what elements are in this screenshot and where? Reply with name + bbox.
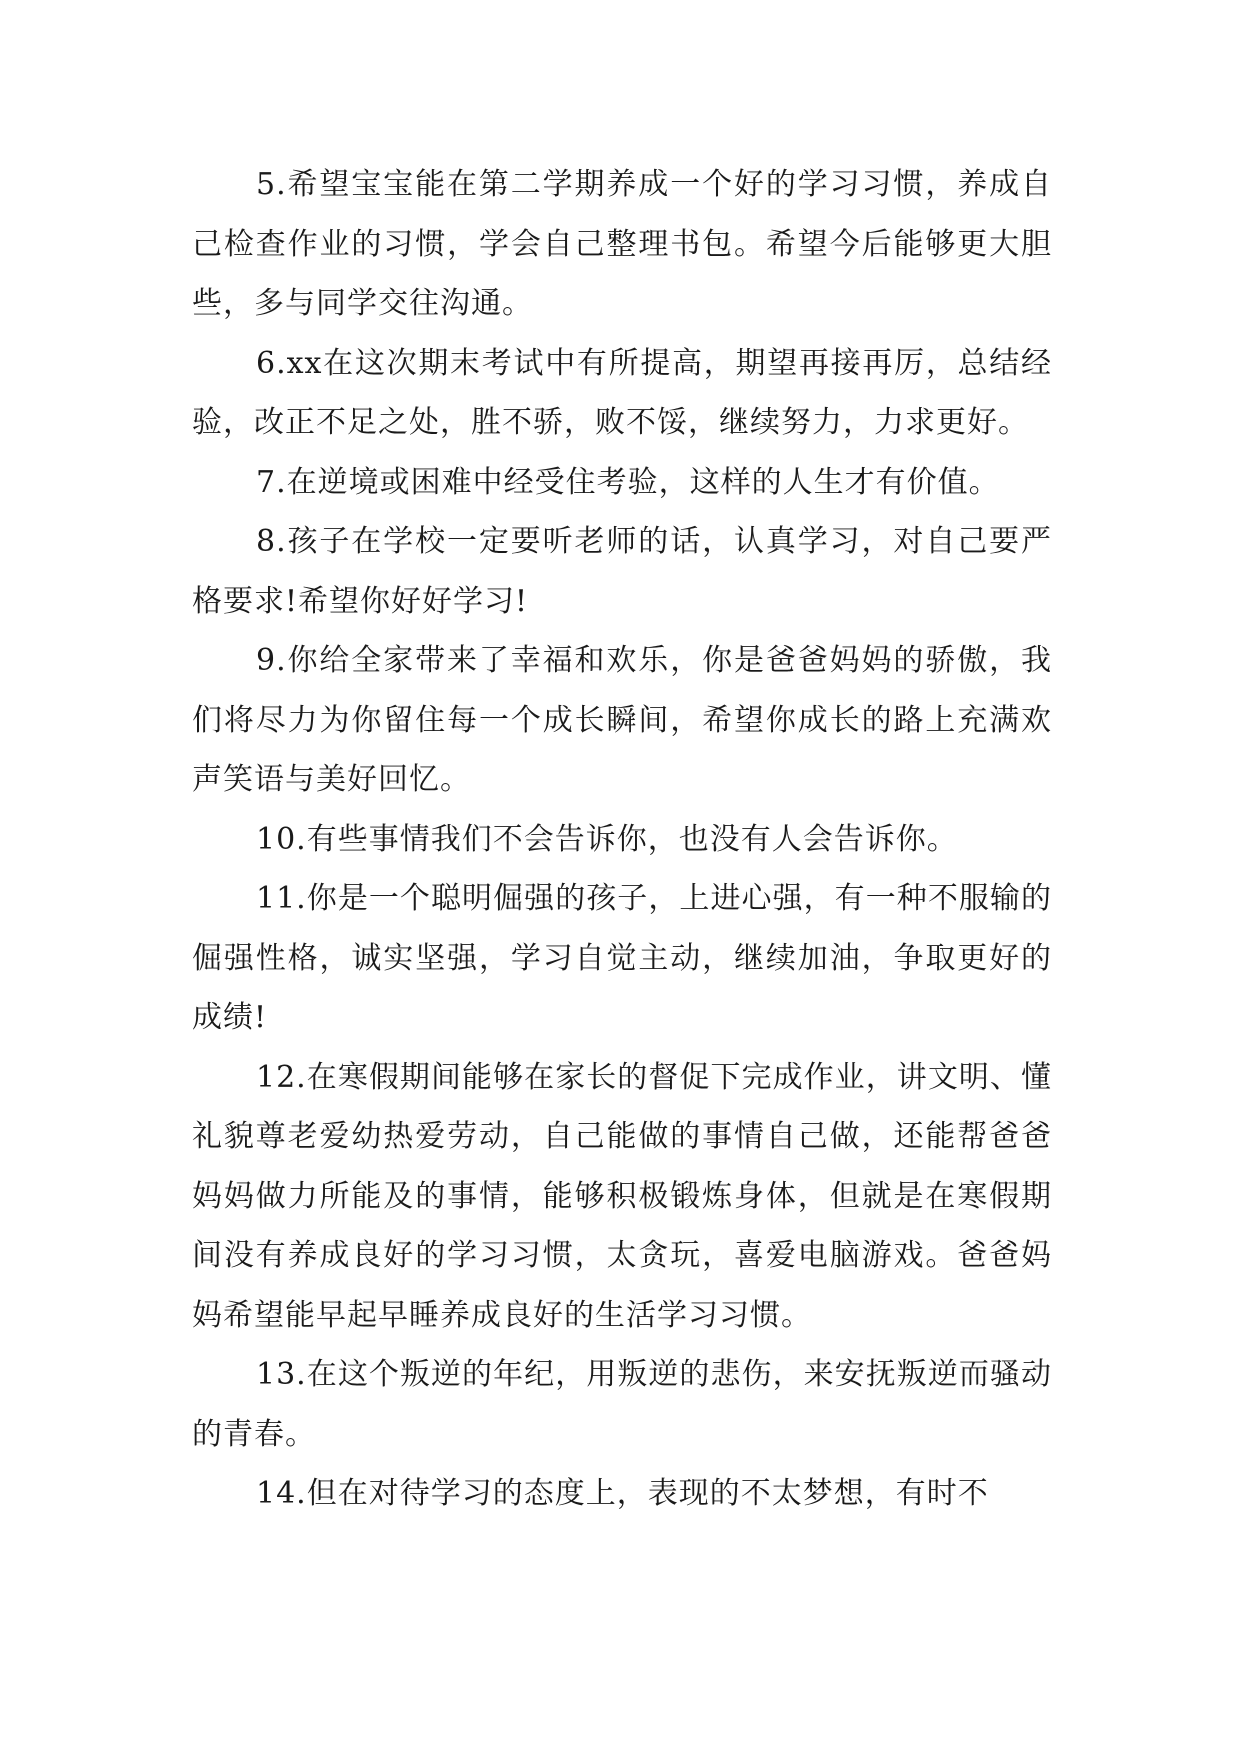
- paragraph-14: 14.但在对待学习的态度上，表现的不太梦想，有时不: [256, 1476, 989, 1511]
- paragraph-13: 13.在这个叛逆的年纪，用叛逆的悲伤，来安抚叛逆而骚动的青春。: [192, 1357, 1052, 1452]
- document-body: [192, 155, 1052, 1524]
- paragraph-12: 12.在寒假期间能够在家长的督促下完成作业，讲文明、懂礼貌尊老爱幼热爱劳动，自己能做的事情自己做，还能帮爸爸妈妈做力所能及的事情，能够积极锻炼身体，但就是在寒假期间没有养成良好的学习习惯，太贪玩，喜爱电脑游戏。爸爸妈妈希望能早起早睡养成良好的生活学习习惯。: [192, 1059, 1052, 1333]
- paragraph-9: 9.你给全家带来了幸福和欢乐，你是爸爸妈妈的骄傲，我们将尽力为你留住每一个成长瞬间，希望你成长的路上充满欢声笑语与美好回忆。: [192, 643, 1052, 797]
- paragraph-11: 11.你是一个聪明倔强的孩子，上进心强，有一种不服输的倔强性格，诚实坚强，学习自觉主动，继续加油，争取更好的成绩!: [192, 881, 1052, 1035]
- paragraph-8: 8.孩子在学校一定要听老师的话，认真学习，对自己要严格要求!希望你好好学习!: [192, 524, 1052, 619]
- paragraph-5: 5.希望宝宝能在第二学期养成一个好的学习习惯，养成自己检查作业的习惯，学会自己整理书包。希望今后能够更大胆些，多与同学交往沟通。: [192, 167, 1052, 321]
- paragraph-6: 6.xx在这次期末考试中有所提高，期望再接再厉，总结经验，改正不足之处，胜不骄，败不馁，继续努力，力求更好。: [192, 345, 1052, 440]
- paragraph-7: 7.在逆境或困难中经受住考验，这样的人生才有价值。: [256, 464, 1000, 500]
- paragraph-10: 10.有些事情我们不会告诉你，也没有人会告诉你。: [256, 821, 958, 857]
